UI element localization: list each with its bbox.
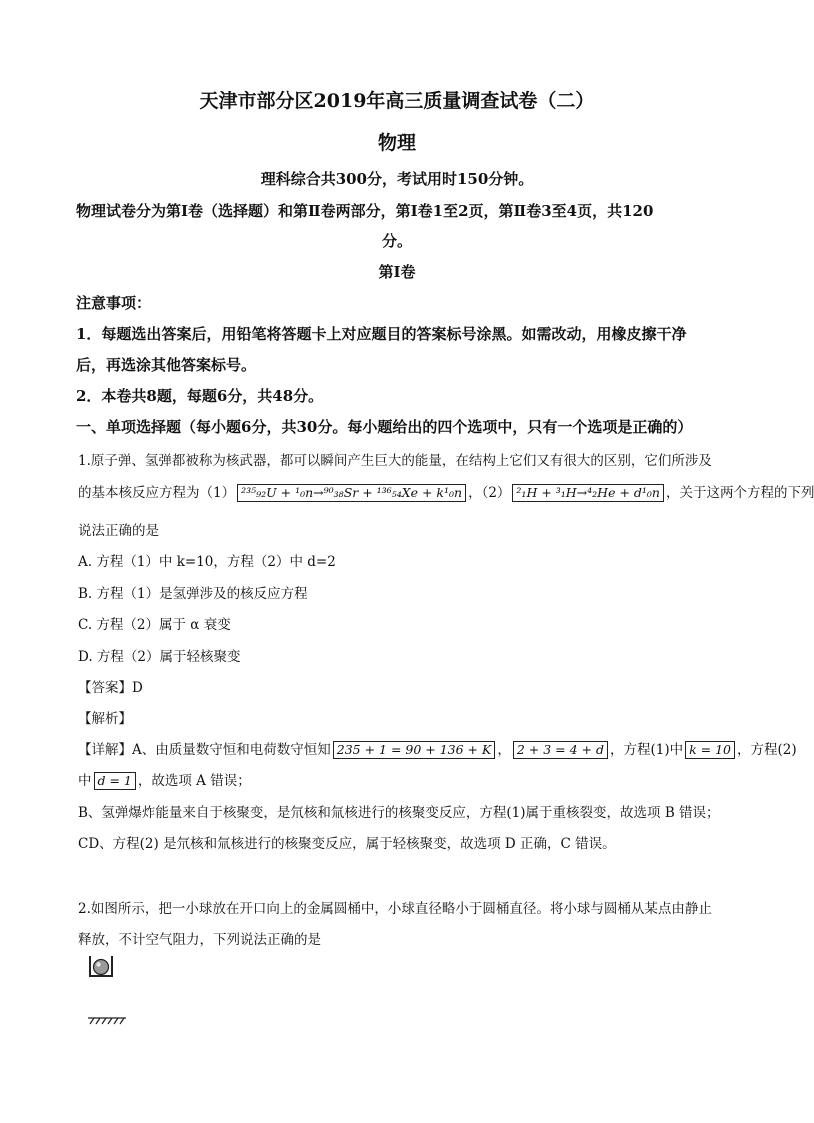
q1-stem-line3: 说法正确的是 <box>78 523 159 539</box>
ball-shape <box>94 960 109 975</box>
q1-analysis-label: 【解析】 <box>78 711 132 727</box>
q2-stem-line1: 2.如图所示，把一小球放在开口向上的金属圆桶中，小球直径略小于圆桶直径。将小球与圆桶从某点由静止 <box>78 901 712 917</box>
q1-detail2-prefix: 中 <box>78 773 92 789</box>
q1-stem-suffix: ，关于这两个方程的下列 <box>665 485 814 501</box>
volume-heading: 第Ⅰ卷 <box>378 263 416 281</box>
q2-stem-line2: 释放，不计空气阻力，下列说法正确的是 <box>78 932 321 948</box>
q1-detail-a <box>78 738 797 759</box>
q1-option-a: A. 方程（1）中 k=10，方程（2）中 d=2 <box>78 554 336 570</box>
equation-fusion: ²₁H + ³₁H→⁴₂He + d¹₀n <box>512 484 664 502</box>
q1-detail-mid: ，方程(1)中 <box>609 742 684 758</box>
q1-detail-sep: ， <box>497 742 511 758</box>
exam-title: 天津市部分区2019年高三质量调查试卷（二） <box>199 90 595 112</box>
exam-info-line1: 理科综合共300分，考试用时150分钟。 <box>260 170 534 188</box>
q1-option-b: B. 方程（1）是氢弹涉及的核反应方程 <box>78 586 308 602</box>
q1-stem-line2 <box>78 481 814 502</box>
equation-d-value: d = 1 <box>94 772 136 790</box>
ball-in-bucket-figure <box>88 952 128 1032</box>
subject-title: 物理 <box>377 132 416 154</box>
q1-answer: 【答案】D <box>78 680 143 696</box>
equation-mass-number: 235 + 1 = 90 + 136 + K <box>333 741 496 759</box>
q1-detail2-suffix: ，故选项 A 错误； <box>137 773 251 789</box>
q1-detail-a-cont <box>78 769 251 790</box>
q1-option-d: D. 方程（2）属于轻核聚变 <box>78 649 241 665</box>
section-heading: 一、单项选择题（每小题6分，共30分。每小题给出的四个选项中，只有一个选项是正确的） <box>76 418 693 436</box>
note-1: 1．每题选出答案后，用铅笔将答题卡上对应题目的答案标号涂黑。如需改动，用橡皮擦干净 <box>76 325 687 343</box>
note-1-cont: 后，再选涂其他答案标号。 <box>76 356 257 374</box>
notes-heading: 注意事项： <box>76 294 152 312</box>
exam-info-line2-cont: 分。 <box>381 232 412 250</box>
q1-stem-line1: 1.原子弹、氢弹都被称为核武器，都可以瞬间产生巨大的能量，在结构上它们又有很大的区别，它们所涉及 <box>78 453 712 469</box>
q1-stem-prefix: 的基本核反应方程为（1） <box>78 485 236 501</box>
q1-detail-prefix: 【详解】A、由质量数守恒和电荷数守恒知 <box>78 742 331 758</box>
q1-detail-cd: CD、方程(2) 是氘核和氚核进行的核聚变反应，属于轻核聚变，故选项 D 正确，C 错误。 <box>78 836 616 852</box>
q1-detail-b: B、氢弹爆炸能量来自于核聚变，是氘核和氚核进行的核聚变反应，方程(1)属于重核裂变，故选项 B 错误； <box>78 805 720 821</box>
q1-option-c: C. 方程（2）属于 α 衰变 <box>78 617 231 633</box>
equation-k-value: k = 10 <box>685 741 735 759</box>
q1-detail-end: ，方程(2) <box>737 742 797 758</box>
equation-fission: ²³⁵₉₂U + ¹₀n→⁹⁰₃₈Sr + ¹³⁶₅₄Xe + k¹₀n <box>237 484 466 502</box>
note-2: 2．本卷共8题，每题6分，共48分。 <box>76 387 324 405</box>
equation-charge-number: 2 + 3 = 4 + d <box>513 741 608 759</box>
q1-stem-mid: ，（2） <box>468 485 511 501</box>
ground-hatch-shape <box>88 1018 126 1024</box>
exam-info-line2: 物理试卷分为第Ⅰ卷（选择题）和第Ⅱ卷两部分，第Ⅰ卷1至2页，第Ⅱ卷3至4页，共120 <box>76 202 654 220</box>
